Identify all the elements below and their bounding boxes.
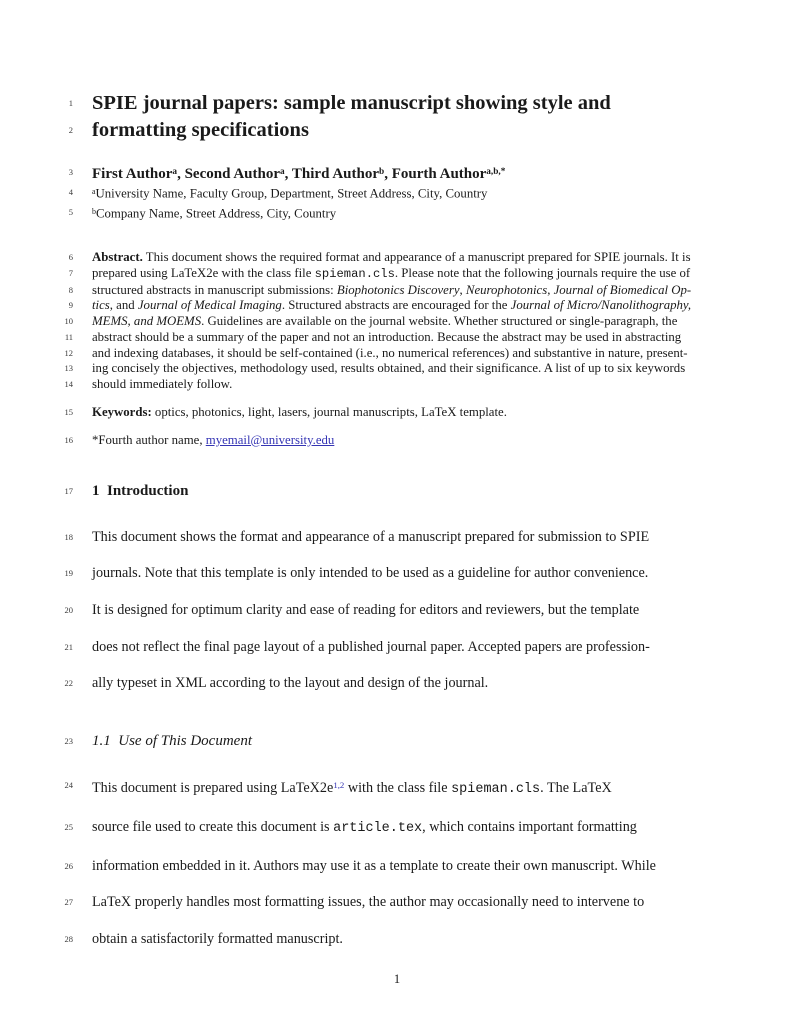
journal-name: MEMS, and MOEMS <box>92 314 202 329</box>
line-text <box>92 592 702 629</box>
text-segment: , Fourth Author <box>384 166 487 183</box>
line-text <box>92 90 702 117</box>
abstract-line <box>68 298 702 314</box>
text-segment: a <box>92 187 96 197</box>
section-1-heading <box>64 481 702 501</box>
citation-link[interactable]: 1,2 <box>333 780 345 791</box>
line-text <box>92 266 702 283</box>
keywords <box>64 404 702 420</box>
text-segment: should immediately follow. <box>92 376 233 391</box>
line-text <box>92 377 702 393</box>
text-segment: First Author <box>92 166 173 183</box>
text-segment: This document shows the format and appearance of a manuscript prepared for submission to SPIE <box>92 528 650 545</box>
line-text <box>92 283 702 299</box>
line-number: 2 <box>68 125 73 135</box>
journal-name: Journal of Medical Imaging <box>137 298 282 313</box>
affiliation-line <box>68 203 702 223</box>
line-number: 6 <box>68 252 73 263</box>
line-number: 25 <box>64 821 73 832</box>
text-segment: LaTeX properly handles most formatting issues, the author may occasionally need to intervene to <box>92 894 645 911</box>
text-segment: . Please note that the following journals require the use of <box>394 266 691 280</box>
text-segment: . Structured abstracts are encouraged for the <box>281 298 511 313</box>
journal-name: tics <box>92 298 110 313</box>
use-paragraph <box>64 767 702 957</box>
line-text <box>92 555 702 592</box>
authors-line <box>68 163 702 183</box>
subsection-heading-line <box>64 731 702 751</box>
keywords-line <box>64 404 702 420</box>
text-segment: . The LaTeX <box>540 780 612 797</box>
text-segment: Company Name, Street Address, City, Country <box>95 206 337 221</box>
abstract-line <box>64 376 702 393</box>
text-segment: a,b,* <box>486 167 506 177</box>
authors <box>68 163 702 183</box>
body-text-line <box>64 921 702 958</box>
text-segment: obtain a satisfactorily formatted manuscript. <box>92 930 343 947</box>
line-number: 8 <box>68 284 73 295</box>
line-number: 27 <box>64 897 73 908</box>
body-text-line <box>64 665 702 702</box>
line-text <box>92 767 702 809</box>
body-text-line <box>64 519 702 556</box>
body-text-line <box>64 809 702 848</box>
line-number: 11 <box>64 331 73 342</box>
body-text-line <box>64 767 702 809</box>
line-text <box>92 809 702 848</box>
affiliation-line <box>68 183 702 203</box>
body-text-line <box>64 629 702 666</box>
line-number: 19 <box>64 568 73 579</box>
subsection-1-1-heading <box>64 731 702 751</box>
line-text <box>92 665 702 702</box>
line-text <box>92 346 702 362</box>
line-text <box>92 117 702 144</box>
text-segment: It is designed for optimum clarity and ease of reading for editors and reviewers, but the template <box>92 602 640 619</box>
line-text <box>92 361 702 377</box>
line-text <box>92 330 702 346</box>
abstract-line <box>68 282 702 299</box>
code-filename: spieman.cls <box>314 267 395 281</box>
line-text <box>92 884 702 921</box>
text-segment: 1 Introduction <box>92 482 189 499</box>
line-number: 3 <box>68 167 73 177</box>
text-segment: journals. Note that this template is only intended to be used as a guideline for author convenience. <box>92 565 649 582</box>
line-text <box>92 519 702 556</box>
text-segment: *Fourth author name, <box>92 432 206 447</box>
text-segment: , and <box>109 298 138 313</box>
text-segment: , Third Author <box>284 166 380 183</box>
text-segment: and indexing databases, it should be self-contained (i.e., no numerical references) and substantive in nature, present- <box>92 345 688 360</box>
page-number: 1 <box>393 971 401 986</box>
line-text <box>92 203 702 223</box>
line-number: 10 <box>64 316 73 327</box>
line-text <box>92 731 702 751</box>
text-segment: SPIE journal papers: sample manuscript showing style and <box>92 92 611 114</box>
text-segment: source file used to create this document is <box>92 818 334 835</box>
email-link[interactable]: myemail@university.edu <box>205 432 335 447</box>
text-segment: , <box>547 282 554 297</box>
text-segment: abstract should be a summary of the paper and not an introduction. Because the abstract may be used in abstracting <box>92 329 682 344</box>
text-segment: with the class file <box>344 780 452 797</box>
abstract-line <box>68 266 702 283</box>
author-note-line <box>64 432 702 448</box>
text-segment: This document shows the required format and appearance of a manuscript prepared for SPIE journals. It is <box>142 250 691 265</box>
journal-name: Journal of Biomedical Op- <box>553 282 692 297</box>
line-number: 21 <box>64 641 73 652</box>
line-text <box>92 848 702 885</box>
title-line <box>68 90 702 117</box>
text-segment: . Guidelines are available on the journal website. Whether structured or single-paragraph, the <box>201 314 678 329</box>
text-segment: a <box>172 167 178 177</box>
line-number: 26 <box>64 860 73 871</box>
text-segment: University Name, Faculty Group, Department, Street Address, City, Country <box>95 186 488 201</box>
text-segment: formatting specifications <box>92 119 309 141</box>
journal-name: Journal of Micro/Nanolithography, <box>510 298 692 313</box>
line-text <box>92 314 702 330</box>
code-filename: article.tex <box>333 820 423 836</box>
line-number: 9 <box>68 300 73 311</box>
manuscript-content <box>64 0 702 987</box>
text-segment: , <box>459 282 466 297</box>
line-text <box>92 629 702 666</box>
page-footer <box>92 972 702 987</box>
line-number: 17 <box>64 485 73 496</box>
line-text <box>92 921 702 958</box>
line-number: 20 <box>64 605 73 616</box>
line-number: 15 <box>64 406 73 417</box>
body-text-line <box>64 555 702 592</box>
text-segment: prepared using LaTeX2e with the class file <box>92 266 315 280</box>
text-segment: structured abstracts in manuscript submissions: <box>92 282 337 297</box>
text-segment: Abstract. <box>92 250 143 265</box>
journal-name: Neurophotonics <box>465 282 548 297</box>
abstract-line <box>68 250 702 266</box>
paper-title <box>68 90 702 144</box>
text-segment: ing concisely the objectives, methodology used, results obtained, and their significance. A list of up to six keywords <box>92 361 686 376</box>
line-number: 5 <box>68 206 73 217</box>
intro-paragraph <box>64 519 702 703</box>
line-number: 4 <box>68 187 73 198</box>
line-number: 16 <box>64 434 73 445</box>
title-line <box>68 117 702 144</box>
line-number: 22 <box>64 678 73 689</box>
line-number: 14 <box>64 378 73 389</box>
line-number: 7 <box>68 268 73 278</box>
text-segment: b <box>379 167 385 177</box>
line-text <box>92 404 702 420</box>
abstract-line <box>64 361 702 377</box>
line-number: 18 <box>64 531 73 542</box>
author-note <box>64 432 702 448</box>
affiliations <box>68 183 702 222</box>
text-segment: b <box>92 206 96 216</box>
line-number: 24 <box>64 780 73 791</box>
line-number: 12 <box>64 347 73 358</box>
abstract-line <box>64 345 702 362</box>
line-text <box>92 163 702 183</box>
body-text-line <box>64 848 702 885</box>
text-segment: optics, photonics, light, lasers, journal manuscripts, LaTeX template. <box>151 404 507 419</box>
line-number: 23 <box>64 736 73 747</box>
text-segment: This document is prepared using LaTeX2e <box>92 780 334 797</box>
abstract-line <box>64 329 702 346</box>
text-segment: Keywords: <box>92 404 152 419</box>
text-segment: ally typeset in XML according to the layout and design of the journal. <box>92 675 489 692</box>
body-text-line <box>64 592 702 629</box>
text-segment: a <box>280 167 285 177</box>
body-text-line <box>64 884 702 921</box>
text-segment: information embedded in it. Authors may use it as a template to create their own manuscript. While <box>92 857 656 874</box>
text-segment: 1.1 Use of This Document <box>92 733 252 750</box>
text-segment: , which contains important formatting <box>422 818 637 835</box>
abstract <box>64 250 702 392</box>
code-filename: spieman.cls <box>451 782 541 798</box>
line-text <box>92 183 702 203</box>
abstract-line <box>64 314 702 330</box>
line-text <box>92 481 702 501</box>
line-number: 28 <box>64 933 73 944</box>
line-text <box>92 250 702 266</box>
line-text <box>92 298 702 314</box>
text-segment: , Second Author <box>177 166 281 183</box>
section-heading-line <box>64 481 702 501</box>
line-number: 1 <box>68 98 73 108</box>
line-number: 13 <box>64 363 73 374</box>
text-segment: does not reflect the final page layout of a published journal paper. Accepted papers are profession- <box>92 638 650 655</box>
line-text <box>92 432 702 448</box>
journal-name: Biophotonics Discovery <box>336 282 460 297</box>
